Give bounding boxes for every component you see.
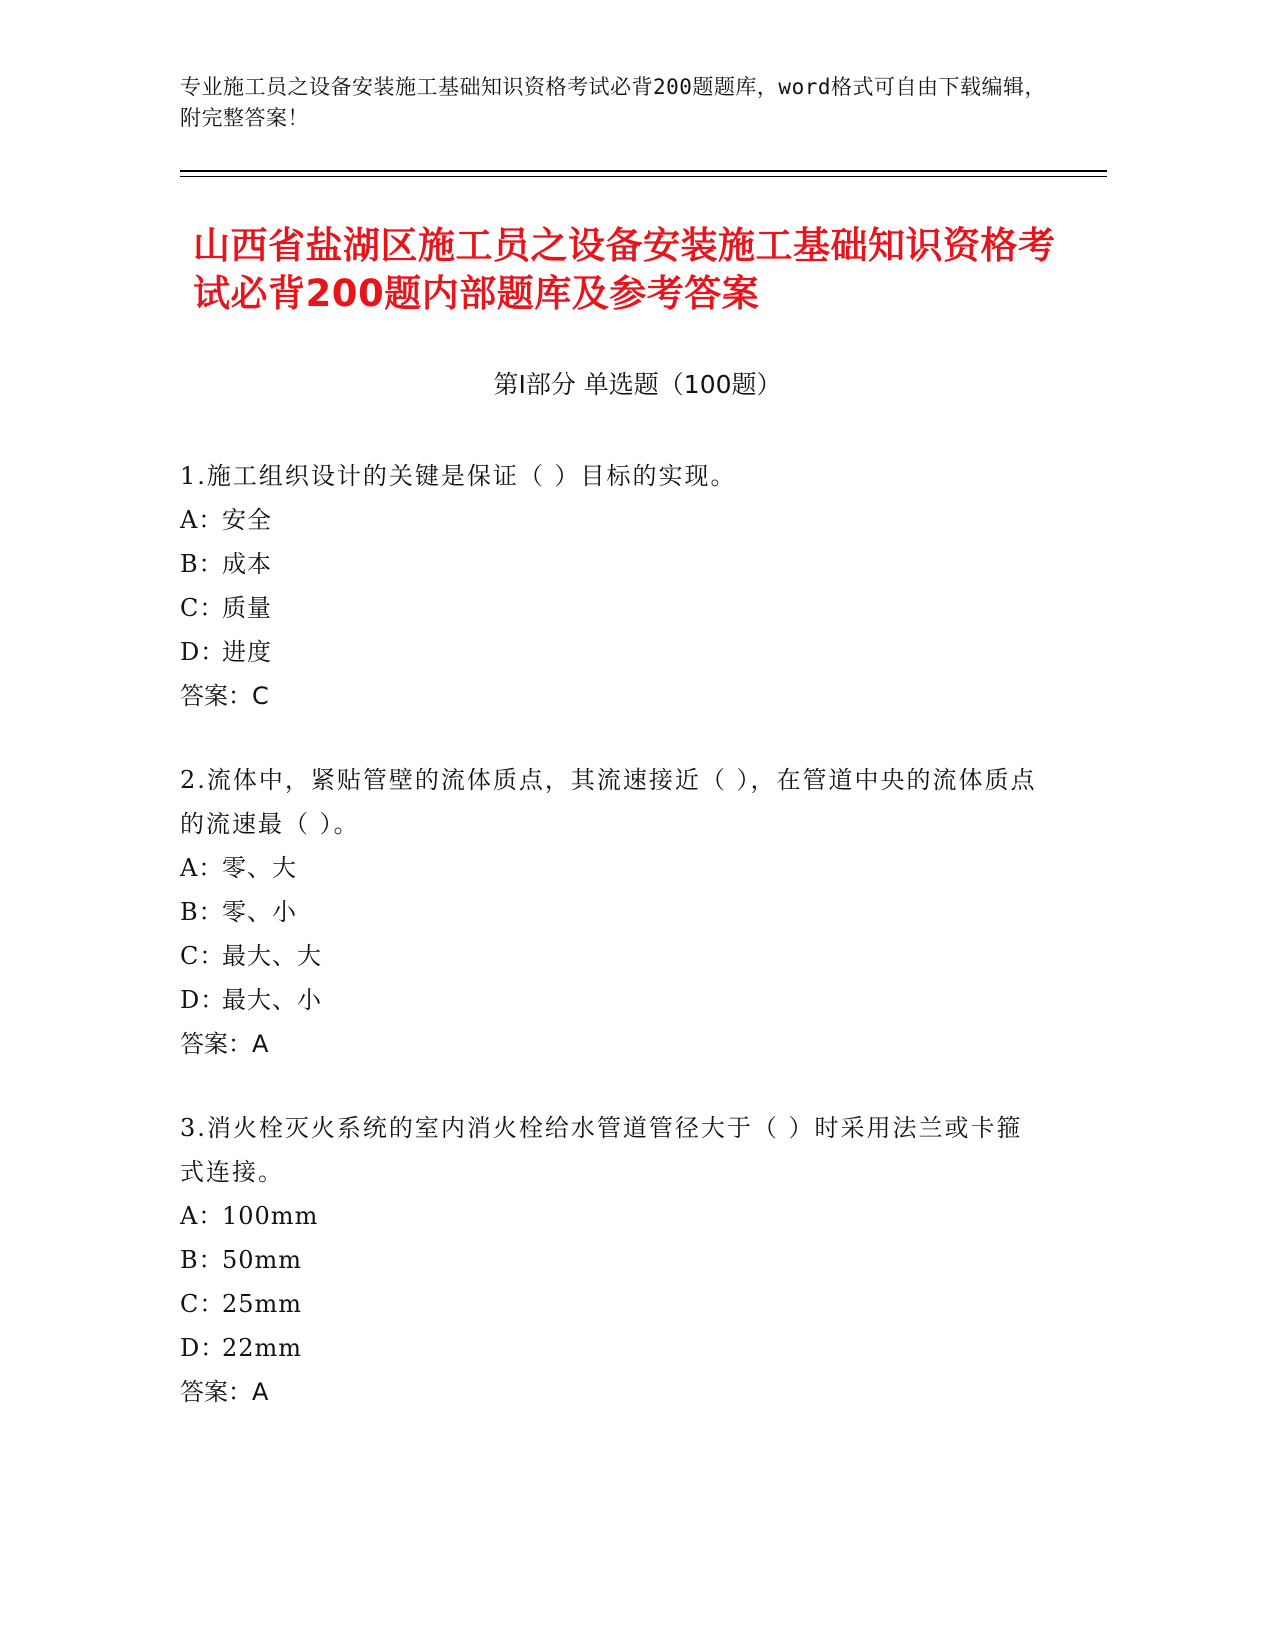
question-stem: 3.消火栓灭火系统的室内消火栓给水管道管径大于（ ）时采用法兰或卡箍式连接。 (180, 1114, 1023, 1186)
option-b (180, 542, 1040, 586)
header-rule-thin (180, 176, 1107, 177)
question-stem: 1.施工组织设计的关键是保证（ ）目标的实现。 (180, 462, 737, 490)
option-text: 最大、小 (222, 986, 322, 1014)
option-text: 安全 (222, 506, 272, 534)
document-title: 山西省盐湖区施工员之设备安装施工基础知识资格考试必背200题内部题库及参考答案 (193, 224, 1056, 315)
option-text: 22mm (222, 1334, 303, 1362)
answer-line: 答案：A (180, 1030, 269, 1058)
option-a (180, 1194, 1040, 1238)
option-a (180, 498, 1040, 542)
option-key: B： (180, 1246, 224, 1274)
option-b (180, 890, 1040, 934)
option-c (180, 1282, 1040, 1326)
option-d (180, 630, 1040, 674)
option-key: A： (180, 1202, 224, 1230)
option-key: D： (180, 1334, 226, 1362)
option-text: 25mm (222, 1290, 303, 1318)
option-text: 质量 (222, 594, 272, 622)
header-note: 专业施工员之设备安装施工基础知识资格考试必背200题题库，word格式可自由下载编辑，附完整答案！ (180, 75, 1046, 130)
option-c (180, 586, 1040, 630)
option-text: 成本 (222, 550, 272, 578)
option-key: D： (180, 986, 226, 1014)
question-1 (180, 454, 1040, 718)
option-key: B： (180, 550, 224, 578)
section-heading: 第Ⅰ部分 单选题（100题） (493, 370, 782, 399)
option-d (180, 1326, 1040, 1370)
option-key: C： (180, 1290, 225, 1318)
option-d (180, 978, 1040, 1022)
option-text: 零、大 (222, 854, 297, 882)
answer-line: 答案：C (180, 682, 269, 710)
option-text: 50mm (222, 1246, 303, 1274)
question-stem: 2.流体中，紧贴管壁的流体质点，其流速接近（ ），在管道中央的流体质点的流速最（ ）。 (180, 766, 1037, 838)
option-key: A： (180, 506, 224, 534)
option-key: B： (180, 898, 224, 926)
option-b (180, 1238, 1040, 1282)
option-a (180, 846, 1040, 890)
option-text: 零、小 (222, 898, 297, 926)
option-c (180, 934, 1040, 978)
question-3 (180, 1106, 1040, 1414)
option-key: C： (180, 594, 225, 622)
option-key: A： (180, 854, 224, 882)
option-key: C： (180, 942, 225, 970)
question-2 (180, 758, 1040, 1066)
answer-line: 答案：A (180, 1378, 269, 1406)
header-rule-thick (180, 170, 1107, 172)
option-text: 100mm (222, 1202, 319, 1230)
option-text: 最大、大 (222, 942, 322, 970)
option-text: 进度 (222, 638, 272, 666)
option-key: D： (180, 638, 226, 666)
